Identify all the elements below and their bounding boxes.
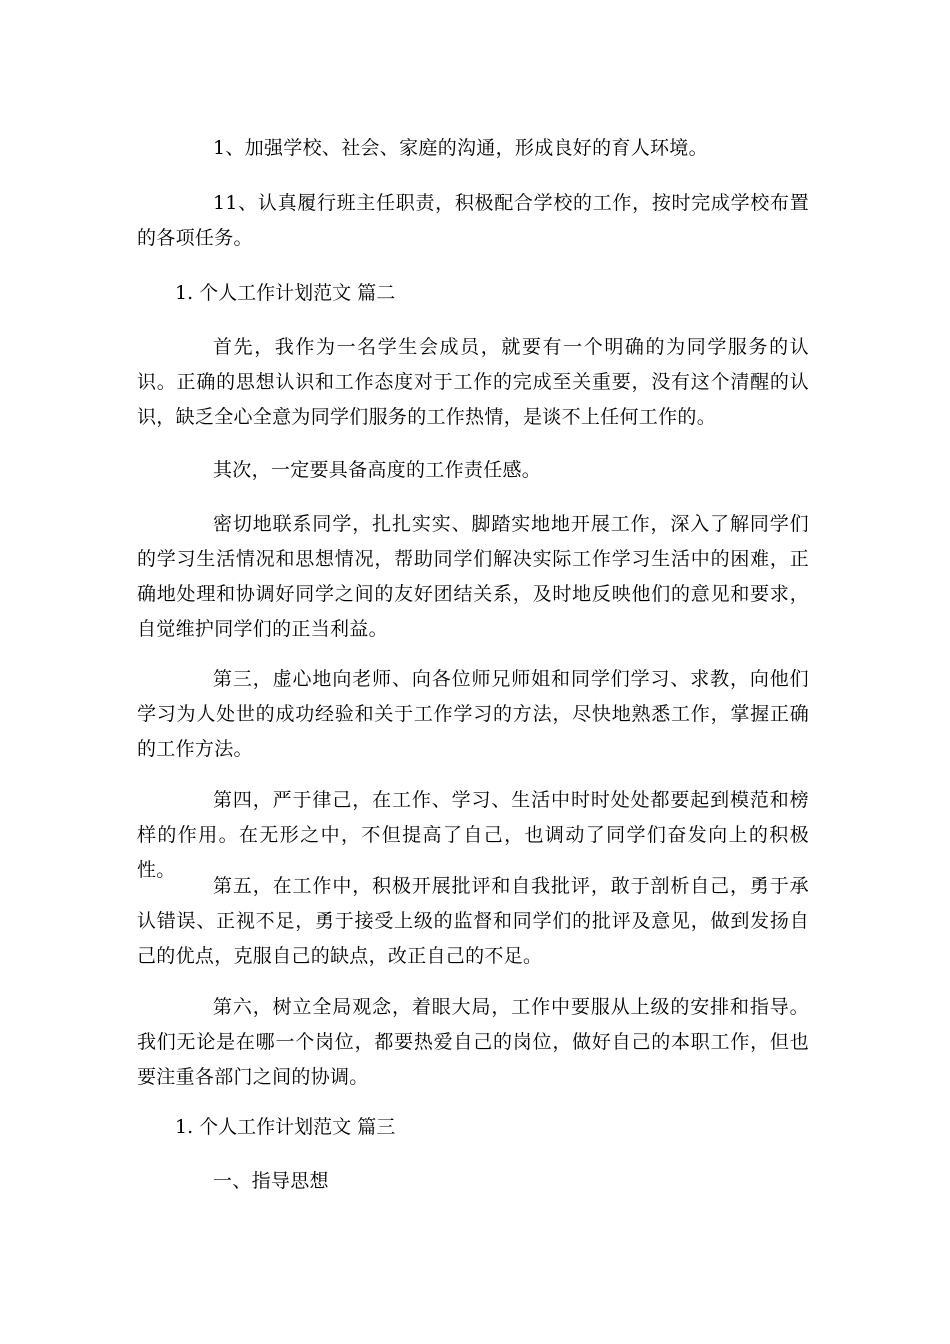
paragraph-first-point: 首先，我作为一名学生会成员，就要有一个明确的为同学服务的认识。正确的思想认识和工作态度对于工作的完成至关重要，没有这个清醒的认识，缺乏全心全意为同学们服务的工作热情，是谈不上任何工作的。 (137, 336, 809, 428)
paragraph-sixth-point: 第六，树立全局观念，着眼大局，工作中要服从上级的安排和指导。我们无论是在哪一个岗位，都要热爱自己的岗位，做好自己的本职工作，但也要注重各部门之间的协调。 (137, 996, 809, 1088)
section-heading-part-three: 1. 个人工作计划范文 篇三 (175, 1116, 396, 1138)
section-heading-part-two: 1. 个人工作计划范文 篇二 (175, 282, 396, 304)
paragraph-contact-classmates: 密切地联系同学，扎扎实实、脚踏实地地开展工作，深入了解同学们的学习生活情况和思想情况，帮助同学们解决实际工作学习生活中的困难，正确地处理和协调好同学之间的友好团结关系，及时地反映他们的意见和要求，自觉维护同学们的正当利益。 (137, 513, 809, 640)
paragraph-class-teacher-duties: 11、认真履行班主任职责，积极配合学校的工作，按时完成学校布置的各项任务。 (137, 192, 809, 249)
paragraph-home-school-communication: 1、加强学校、社会、家庭的沟通，形成良好的育人环境。 (213, 137, 708, 159)
paragraph-fourth-point: 第四，严于律己，在工作、学习、生活中时时处处都要起到模范和榜样的作用。在无形之中，不但提高了自己，也调动了同学们奋发向上的积极性。 (137, 789, 809, 881)
paragraph-fifth-point: 第五，在工作中，积极开展批评和自我批评，敢于剖析自己，勇于承认错误、正视不足，勇于接受上级的监督和同学们的批评及意见，做到发扬自己的优点，克服自己的缺点，改正自己的不足。 (137, 875, 809, 967)
paragraph-third-point: 第三，虚心地向老师、向各位师兄师姐和同学们学习、求教，向他们学习为人处世的成功经验和关于工作学习的方法，尽快地熟悉工作，掌握正确的工作方法。 (137, 668, 809, 760)
paragraph-second-point: 其次，一定要具备高度的工作责任感。 (213, 459, 542, 481)
subheading-guiding-ideology: 一、指导思想 (213, 1170, 329, 1192)
